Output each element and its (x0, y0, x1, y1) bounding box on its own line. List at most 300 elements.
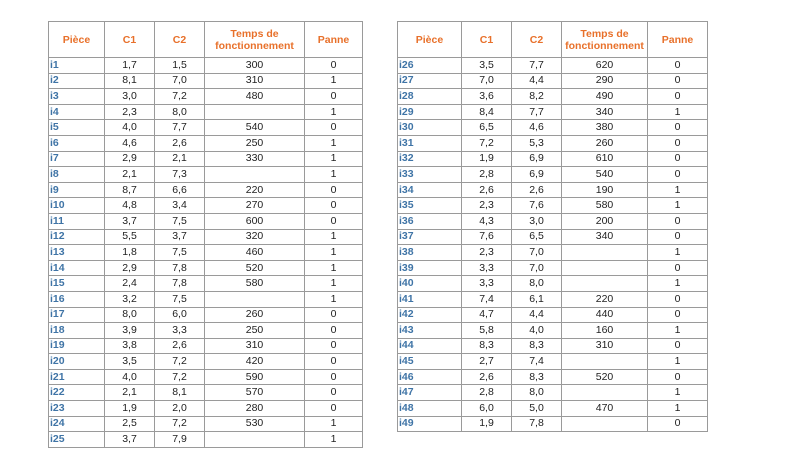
cell-piece: i16 (49, 291, 105, 307)
cell-panne: 1 (305, 135, 363, 151)
cell-c1: 2,3 (462, 245, 512, 261)
cell-piece: i43 (398, 323, 462, 339)
cell-c2: 8,3 (512, 338, 562, 354)
cell-c2: 7,2 (155, 416, 205, 432)
cell-c1: 1,7 (105, 58, 155, 74)
table-row (49, 73, 363, 89)
header-c1: C1 (105, 22, 155, 58)
cell-c2: 7,0 (512, 245, 562, 261)
table-row (398, 338, 708, 354)
table-row (398, 354, 708, 370)
cell-c1: 3,3 (462, 260, 512, 276)
header-c2: C2 (155, 22, 205, 58)
cell-c1: 2,1 (105, 167, 155, 183)
cell-temps: 380 (562, 120, 648, 136)
cell-panne: 0 (305, 354, 363, 370)
cell-c2: 6,1 (512, 291, 562, 307)
cell-temps: 250 (205, 323, 305, 339)
table-row (398, 307, 708, 323)
header-c2: C2 (512, 22, 562, 58)
cell-c1: 3,7 (105, 432, 155, 448)
cell-piece: i20 (49, 354, 105, 370)
table-row (49, 338, 363, 354)
cell-piece: i48 (398, 401, 462, 417)
cell-panne: 0 (648, 307, 708, 323)
cell-c2: 7,0 (155, 73, 205, 89)
cell-temps: 580 (205, 276, 305, 292)
cell-temps: 440 (562, 307, 648, 323)
cell-piece: i33 (398, 167, 462, 183)
cell-panne: 0 (648, 229, 708, 245)
table-row (398, 167, 708, 183)
cell-c2: 8,0 (512, 276, 562, 292)
table-right (397, 21, 708, 432)
cell-panne: 0 (305, 369, 363, 385)
cell-c2: 8,0 (155, 104, 205, 120)
cell-panne: 0 (648, 260, 708, 276)
cell-temps: 290 (562, 73, 648, 89)
cell-c1: 3,9 (105, 323, 155, 339)
table-row (398, 151, 708, 167)
cell-panne: 0 (648, 213, 708, 229)
cell-c1: 2,1 (105, 385, 155, 401)
cell-c1: 3,2 (105, 291, 155, 307)
cell-panne: 1 (305, 245, 363, 261)
cell-temps: 310 (205, 73, 305, 89)
cell-temps: 570 (205, 385, 305, 401)
table-row (398, 104, 708, 120)
cell-piece: i42 (398, 307, 462, 323)
cell-c1: 6,5 (462, 120, 512, 136)
cell-temps (562, 260, 648, 276)
cell-c2: 7,2 (155, 369, 205, 385)
cell-c2: 7,7 (512, 58, 562, 74)
cell-c1: 3,0 (105, 89, 155, 105)
table-row (49, 89, 363, 105)
cell-piece: i4 (49, 104, 105, 120)
cell-c2: 5,0 (512, 401, 562, 417)
cell-c2: 7,2 (155, 89, 205, 105)
cell-c2: 3,4 (155, 198, 205, 214)
table-row (398, 73, 708, 89)
cell-c2: 8,1 (155, 385, 205, 401)
cell-temps (562, 354, 648, 370)
cell-temps: 260 (562, 135, 648, 151)
cell-temps: 190 (562, 182, 648, 198)
cell-panne: 0 (648, 291, 708, 307)
cell-c2: 2,1 (155, 151, 205, 167)
table-row (49, 260, 363, 276)
table-row (398, 385, 708, 401)
table-row (398, 135, 708, 151)
table-row (49, 104, 363, 120)
cell-temps: 260 (205, 307, 305, 323)
cell-temps: 220 (205, 182, 305, 198)
cell-piece: i2 (49, 73, 105, 89)
cell-c2: 8,0 (512, 385, 562, 401)
cell-c1: 4,8 (105, 198, 155, 214)
cell-panne: 0 (648, 338, 708, 354)
cell-c2: 3,7 (155, 229, 205, 245)
cell-piece: i41 (398, 291, 462, 307)
cell-c2: 6,9 (512, 167, 562, 183)
cell-c1: 4,0 (105, 120, 155, 136)
table-row (49, 245, 363, 261)
header-temps: Temps de fonctionnement (205, 22, 305, 58)
cell-temps: 160 (562, 323, 648, 339)
table-row (398, 213, 708, 229)
cell-temps (205, 167, 305, 183)
cell-panne: 0 (305, 89, 363, 105)
table-row (49, 432, 363, 448)
table-row (49, 369, 363, 385)
cell-piece: i30 (398, 120, 462, 136)
table-row (49, 401, 363, 417)
table-row (398, 323, 708, 339)
cell-piece: i26 (398, 58, 462, 74)
cell-temps: 310 (562, 338, 648, 354)
table-row (398, 260, 708, 276)
cell-piece: i32 (398, 151, 462, 167)
cell-c2: 4,4 (512, 307, 562, 323)
cell-piece: i11 (49, 213, 105, 229)
cell-piece: i40 (398, 276, 462, 292)
table-row (398, 229, 708, 245)
cell-c1: 7,0 (462, 73, 512, 89)
table-row (398, 416, 708, 432)
cell-c2: 7,5 (155, 245, 205, 261)
cell-temps: 530 (205, 416, 305, 432)
cell-piece: i31 (398, 135, 462, 151)
cell-piece: i27 (398, 73, 462, 89)
cell-piece: i25 (49, 432, 105, 448)
cell-piece: i29 (398, 104, 462, 120)
cell-temps: 220 (562, 291, 648, 307)
cell-panne: 1 (305, 432, 363, 448)
cell-temps (562, 245, 648, 261)
table-row (49, 307, 363, 323)
cell-c2: 7,8 (155, 260, 205, 276)
cell-piece: i7 (49, 151, 105, 167)
cell-temps (562, 416, 648, 432)
cell-c1: 2,8 (462, 385, 512, 401)
cell-temps: 540 (205, 120, 305, 136)
cell-panne: 0 (305, 182, 363, 198)
cell-temps (562, 385, 648, 401)
cell-temps (205, 432, 305, 448)
header-row (398, 22, 708, 58)
cell-piece: i21 (49, 369, 105, 385)
table-row (49, 229, 363, 245)
cell-c1: 2,7 (462, 354, 512, 370)
cell-c2: 5,3 (512, 135, 562, 151)
cell-temps: 540 (562, 167, 648, 183)
cell-piece: i8 (49, 167, 105, 183)
table-left (48, 21, 363, 448)
table-row (49, 291, 363, 307)
cell-temps: 480 (205, 89, 305, 105)
cell-c1: 2,8 (462, 167, 512, 183)
cell-piece: i24 (49, 416, 105, 432)
cell-c2: 6,6 (155, 182, 205, 198)
cell-c1: 4,7 (462, 307, 512, 323)
cell-c2: 7,7 (155, 120, 205, 136)
cell-c1: 7,2 (462, 135, 512, 151)
cell-c2: 7,0 (512, 260, 562, 276)
table-row (398, 89, 708, 105)
cell-panne: 1 (305, 291, 363, 307)
cell-c1: 8,1 (105, 73, 155, 89)
cell-panne: 1 (305, 167, 363, 183)
cell-c2: 7,7 (512, 104, 562, 120)
cell-panne: 1 (305, 416, 363, 432)
table-row (49, 385, 363, 401)
cell-piece: i49 (398, 416, 462, 432)
cell-piece: i9 (49, 182, 105, 198)
cell-c1: 1,9 (105, 401, 155, 417)
cell-piece: i45 (398, 354, 462, 370)
cell-piece: i17 (49, 307, 105, 323)
table-row (398, 276, 708, 292)
cell-piece: i3 (49, 89, 105, 105)
table-row (49, 167, 363, 183)
cell-c1: 1,9 (462, 416, 512, 432)
cell-c2: 7,5 (155, 291, 205, 307)
cell-temps (205, 291, 305, 307)
table-row (49, 354, 363, 370)
cell-c2: 7,9 (155, 432, 205, 448)
cell-c2: 6,9 (512, 151, 562, 167)
cell-temps (562, 276, 648, 292)
cell-piece: i36 (398, 213, 462, 229)
table-row (398, 369, 708, 385)
cell-c2: 6,0 (155, 307, 205, 323)
cell-c2: 8,3 (512, 369, 562, 385)
cell-c2: 7,8 (512, 416, 562, 432)
cell-piece: i22 (49, 385, 105, 401)
cell-panne: 0 (648, 167, 708, 183)
cell-c2: 8,2 (512, 89, 562, 105)
cell-temps: 460 (205, 245, 305, 261)
cell-c2: 7,3 (155, 167, 205, 183)
cell-c2: 2,6 (512, 182, 562, 198)
cell-c2: 6,5 (512, 229, 562, 245)
header-row (49, 22, 363, 58)
cell-c1: 2,3 (462, 198, 512, 214)
cell-piece: i46 (398, 369, 462, 385)
cell-piece: i38 (398, 245, 462, 261)
header-temps: Temps de fonctionnement (562, 22, 648, 58)
cell-panne: 1 (648, 401, 708, 417)
cell-c1: 2,4 (105, 276, 155, 292)
table-row (398, 245, 708, 261)
cell-panne: 1 (648, 323, 708, 339)
cell-panne: 0 (305, 307, 363, 323)
cell-c1: 1,9 (462, 151, 512, 167)
cell-c2: 7,8 (155, 276, 205, 292)
table-row (49, 323, 363, 339)
cell-panne: 1 (305, 73, 363, 89)
cell-c2: 2,6 (155, 135, 205, 151)
cell-temps: 600 (205, 213, 305, 229)
table-row (49, 182, 363, 198)
cell-panne: 1 (648, 104, 708, 120)
cell-temps: 320 (205, 229, 305, 245)
cell-piece: i34 (398, 182, 462, 198)
table-row (398, 291, 708, 307)
cell-piece: i10 (49, 198, 105, 214)
cell-panne: 1 (648, 245, 708, 261)
cell-temps: 340 (562, 104, 648, 120)
cell-temps: 250 (205, 135, 305, 151)
cell-panne: 0 (648, 89, 708, 105)
cell-temps: 300 (205, 58, 305, 74)
cell-piece: i13 (49, 245, 105, 261)
cell-c2: 7,6 (512, 198, 562, 214)
cell-piece: i39 (398, 260, 462, 276)
cell-panne: 1 (648, 182, 708, 198)
cell-panne: 0 (648, 120, 708, 136)
cell-piece: i18 (49, 323, 105, 339)
cell-piece: i28 (398, 89, 462, 105)
cell-panne: 1 (648, 198, 708, 214)
cell-c1: 7,6 (462, 229, 512, 245)
cell-c1: 3,5 (462, 58, 512, 74)
cell-panne: 0 (648, 151, 708, 167)
cell-c2: 3,0 (512, 213, 562, 229)
cell-piece: i37 (398, 229, 462, 245)
header-panne: Panne (648, 22, 708, 58)
cell-c2: 4,4 (512, 73, 562, 89)
cell-c2: 7,5 (155, 213, 205, 229)
cell-panne: 1 (305, 276, 363, 292)
cell-panne: 1 (305, 151, 363, 167)
cell-c1: 3,8 (105, 338, 155, 354)
cell-c1: 4,6 (105, 135, 155, 151)
cell-panne: 1 (305, 104, 363, 120)
cell-c2: 4,6 (512, 120, 562, 136)
cell-panne: 0 (648, 135, 708, 151)
cell-c1: 1,8 (105, 245, 155, 261)
header-piece: Pièce (49, 22, 105, 58)
cell-panne: 0 (648, 73, 708, 89)
cell-piece: i1 (49, 58, 105, 74)
header-panne: Panne (305, 22, 363, 58)
cell-temps: 420 (205, 354, 305, 370)
cell-temps: 490 (562, 89, 648, 105)
cell-piece: i5 (49, 120, 105, 136)
cell-c1: 5,8 (462, 323, 512, 339)
cell-panne: 0 (648, 416, 708, 432)
cell-c1: 3,3 (462, 276, 512, 292)
cell-c2: 4,0 (512, 323, 562, 339)
cell-panne: 1 (305, 260, 363, 276)
table-row (49, 151, 363, 167)
cell-c1: 6,0 (462, 401, 512, 417)
cell-piece: i6 (49, 135, 105, 151)
cell-panne: 0 (648, 58, 708, 74)
cell-panne: 0 (305, 385, 363, 401)
cell-panne: 0 (305, 120, 363, 136)
table-row (49, 276, 363, 292)
cell-c2: 7,2 (155, 354, 205, 370)
cell-panne: 0 (305, 198, 363, 214)
cell-panne: 1 (648, 276, 708, 292)
cell-c1: 8,0 (105, 307, 155, 323)
cell-c1: 7,4 (462, 291, 512, 307)
cell-temps: 200 (562, 213, 648, 229)
cell-temps: 330 (205, 151, 305, 167)
cell-temps: 620 (562, 58, 648, 74)
cell-panne: 1 (305, 229, 363, 245)
cell-c1: 2,9 (105, 260, 155, 276)
cell-piece: i44 (398, 338, 462, 354)
cell-c1: 2,9 (105, 151, 155, 167)
cell-temps: 520 (562, 369, 648, 385)
cell-c1: 8,4 (462, 104, 512, 120)
cell-panne: 0 (648, 369, 708, 385)
cell-c1: 4,0 (105, 369, 155, 385)
cell-c1: 8,3 (462, 338, 512, 354)
header-c1: C1 (462, 22, 512, 58)
cell-temps: 590 (205, 369, 305, 385)
cell-c2: 7,4 (512, 354, 562, 370)
cell-c1: 5,5 (105, 229, 155, 245)
table-row (49, 135, 363, 151)
cell-piece: i35 (398, 198, 462, 214)
cell-panne: 0 (305, 213, 363, 229)
table-row (49, 198, 363, 214)
cell-c1: 2,5 (105, 416, 155, 432)
cell-temps: 280 (205, 401, 305, 417)
cell-piece: i19 (49, 338, 105, 354)
cell-piece: i15 (49, 276, 105, 292)
cell-temps: 580 (562, 198, 648, 214)
table-row (398, 401, 708, 417)
table-row (49, 416, 363, 432)
cell-panne: 0 (305, 401, 363, 417)
cell-c1: 4,3 (462, 213, 512, 229)
cell-c1: 8,7 (105, 182, 155, 198)
cell-c1: 2,6 (462, 182, 512, 198)
cell-panne: 1 (648, 354, 708, 370)
cell-c1: 2,3 (105, 104, 155, 120)
cell-c1: 3,7 (105, 213, 155, 229)
table-row (49, 120, 363, 136)
cell-piece: i12 (49, 229, 105, 245)
cell-panne: 1 (648, 385, 708, 401)
header-piece: Pièce (398, 22, 462, 58)
cell-c1: 3,6 (462, 89, 512, 105)
cell-temps: 310 (205, 338, 305, 354)
cell-c2: 3,3 (155, 323, 205, 339)
cell-piece: i23 (49, 401, 105, 417)
cell-panne: 0 (305, 338, 363, 354)
cell-temps: 610 (562, 151, 648, 167)
cell-temps: 340 (562, 229, 648, 245)
table-row (49, 58, 363, 74)
cell-panne: 0 (305, 323, 363, 339)
cell-c1: 2,6 (462, 369, 512, 385)
cell-piece: i47 (398, 385, 462, 401)
table-row (398, 58, 708, 74)
cell-c2: 2,6 (155, 338, 205, 354)
table-row (398, 120, 708, 136)
cell-c1: 3,5 (105, 354, 155, 370)
table-row (398, 198, 708, 214)
cell-c2: 1,5 (155, 58, 205, 74)
cell-temps (205, 104, 305, 120)
